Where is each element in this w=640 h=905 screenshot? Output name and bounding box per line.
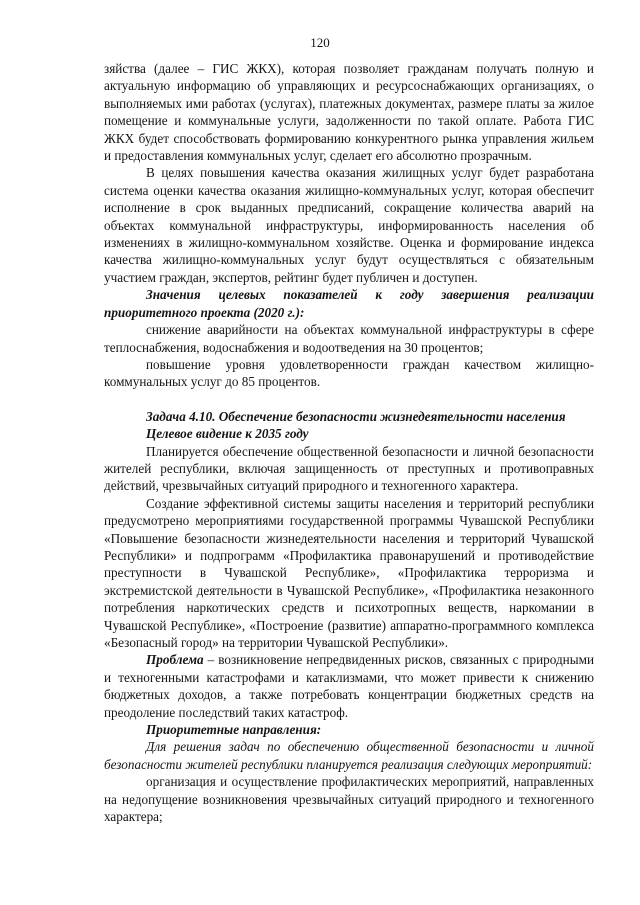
target-indicator-satisfaction: повышение уровня удовлетворенности граждан качеством жилищно-коммунальных услуг до 85 процентов.: [104, 356, 594, 390]
target-indicators-heading: Значения целевых показателей к году завершения реализации приоритетного проекта (2020 г.):: [104, 287, 594, 320]
vision-heading: Целевое видение к 2035 году: [146, 426, 309, 442]
priority-heading: Приоритетные направления:: [146, 722, 322, 738]
problem-text: – возникновение непредвиденных рисков, связанных с природными и техногенными катастрофами и катаклизмами, что может привести к снижению бюджетных доходов, а также потребовать концентрации бюджетных средств на преодоление последствий таких катастроф.: [104, 652, 594, 720]
paragraph-problem: [104, 651, 594, 721]
priority-intro: Для решения задач по обеспечению общественной безопасности и личной безопасности жителей республики планируется реализация следующих мероприятий:: [104, 739, 594, 772]
target-indicator-accidents: снижение аварийности на объектах коммунальной инфраструктуры в сфере теплоснабжения, водоснабжения и водоотведения на 30 процентов;: [104, 322, 594, 355]
priority-item-prevention: организация и осуществление профилактических мероприятий, направленных на недопущение возникновения чрезвычайных ситуаций природного и техногенного характера;: [104, 774, 594, 825]
paragraph-quality-assessment: В целях повышения качества оказания жилищных услуг будет разработана система оценки качества оказания жилищно-коммунальных услуг, которая обеспечит исполнение в срок выданных предписаний, сокращение количества аварий на объектах коммунальной инфраструктуры, информированность населения об изменениях в жилищно-коммунальном хозяйстве. Оценка и формирование индекса качества жилищно-коммунальных услуг будут осуществляться с обязательным участием граждан, экспертов, рейтинг будет публичен и доступен.: [104, 165, 594, 285]
page-number: 120: [310, 35, 330, 50]
paragraph-public-safety: Планируется обеспечение общественной безопасности и личной безопасности жителей республики, включая защищенность от преступных и противоправных действий, чрезвычайных ситуаций природного и техногенного характера.: [104, 443, 594, 494]
problem-label: Проблема: [146, 652, 204, 668]
task-heading: Задача 4.10. Обеспечение безопасности жизнедеятельности населения: [146, 408, 566, 424]
paragraph-gis-zhkh: зяйства (далее – ГИС ЖКХ), которая позволяет гражданам получать полную и актуальную информацию об управляющих и ресурсоснабжающих организациях, о выполняемых ими работах (услугах), платежных документах, размере платы за жилое помещение и коммунальные услуги, задолженности по такой оплате. Работа ГИС ЖКХ будет способствовать формированию конкурентного рынка управления жильем и предоставления коммунальных услуг, сделает его абсолютно прозрачным.: [104, 61, 594, 164]
paragraph-protection-system: Создание эффективной системы защиты населения и территорий республики предусмотрено мероприятиями государственной программы Чувашской Республики «Повышение безопасности жизнедеятельности населения и территорий Чувашской Республики» и подпрограмм «Профилактика правонарушений и противодействие преступности в Чувашской Республике», «Профилактика терроризма и экстремистской деятельности в Чувашской Республике», «Профилактика незаконного потребления наркотических средств и психотропных веществ, наркомании в Чувашской Республике», «Построение (развитие) аппаратно-программного комплекса «Безопасный город» на территории Чувашской Республики».: [104, 495, 594, 650]
page-body: [104, 60, 594, 825]
